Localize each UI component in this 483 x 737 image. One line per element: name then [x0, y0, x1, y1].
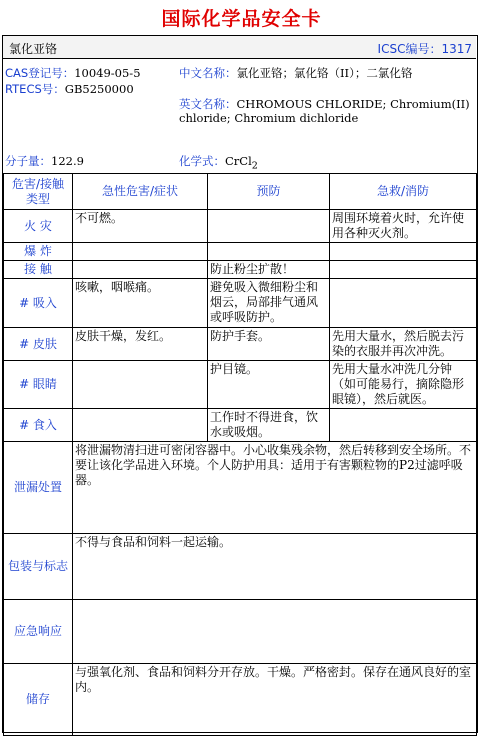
table-row	[4, 210, 477, 243]
table-header-row	[4, 174, 477, 210]
row-type-fire: 火 灾	[4, 210, 73, 243]
row-prevent: 避免吸入微细粉尘和烟云，局部排气通风或呼吸防护。	[208, 279, 330, 328]
row-prevent: 工作时不得进食，饮水或吸烟。	[208, 409, 330, 442]
col-header-symptom: 急性危害/症状	[73, 174, 208, 210]
row-type-ingestion: # 食入	[4, 409, 73, 442]
chemical-name: 氯化亚铬	[9, 42, 58, 56]
row-type-eyes: # 眼睛	[4, 361, 73, 409]
section-row-packaging	[4, 534, 477, 600]
cas-label: CAS登记号：	[5, 66, 75, 80]
section-label-emergency: 应急响应	[4, 600, 73, 664]
row-symptom	[73, 261, 208, 279]
safety-card	[2, 35, 478, 733]
table-row	[4, 361, 477, 409]
row-aid	[330, 243, 477, 261]
section-row-spill	[4, 442, 477, 534]
rtecs-value: GB5250000	[64, 82, 134, 96]
row-prevent	[208, 243, 330, 261]
row-aid: 周围环境着火时，允许使用各种灭火剂。	[330, 210, 477, 243]
section-label-packaging: 包装与标志	[4, 534, 73, 600]
row-aid: 先用大量水冲洗几分钟（如可能易行，摘除隐形眼镜），然后就医。	[330, 361, 477, 409]
name-row	[3, 36, 476, 59]
cn-name-label: 中文名称：	[179, 66, 237, 80]
row-type-explosion: 爆 炸	[4, 243, 73, 261]
row-symptom	[73, 361, 208, 409]
row-aid	[330, 261, 477, 279]
row-type-inhalation: # 吸入	[4, 279, 73, 328]
section-label-storage: 储存	[4, 664, 73, 736]
en-name-value-1: CHROMOUS CHLORIDE; Chromium(II)	[236, 97, 470, 111]
identification-block	[3, 60, 476, 173]
en-name-label: 英文名称：	[179, 97, 237, 111]
row-prevent: 防止粉尘扩散！	[208, 261, 330, 279]
formula-value: CrCl	[225, 154, 252, 168]
row-type-skin: # 皮肤	[4, 328, 73, 361]
section-text-spill: 将泄漏物清扫进可密闭容器中。小心收集残余物，然后转移到安全场所。不要让该化学品进入环境。个人防护用具：适用于有害颗粒物的P2过滤呼吸器。	[73, 442, 477, 534]
cn-name-value: 氯化亚铬；氯化铬（II）；二氯化铬	[236, 66, 413, 80]
table-row	[4, 328, 477, 361]
formula-subscript: 2	[251, 160, 258, 172]
mw-label: 分子量：	[5, 154, 51, 168]
table-row	[4, 409, 477, 442]
mw-value: 122.9	[51, 154, 84, 168]
row-prevent: 护目镜。	[208, 361, 330, 409]
table-row	[4, 279, 477, 328]
col-header-aid: 急救/消防	[330, 174, 477, 210]
row-aid	[330, 279, 477, 328]
row-prevent	[208, 210, 330, 243]
hazard-table	[3, 173, 477, 736]
formula-label: 化学式：	[179, 154, 225, 168]
icsc-number: ICSC编号：1317	[377, 42, 472, 56]
row-symptom: 皮肤干燥，发红。	[73, 328, 208, 361]
section-text-packaging: 不得与食品和饲料一起运输。	[73, 534, 477, 600]
card-title: 国际化学品安全卡	[161, 8, 322, 30]
table-row	[4, 243, 477, 261]
rtecs-label: RTECS号：	[5, 82, 65, 96]
row-aid: 先用大量水，然后脱去污染的衣服并再次冲洗。	[330, 328, 477, 361]
section-row-storage	[4, 664, 477, 736]
row-prevent: 防护手套。	[208, 328, 330, 361]
section-row-emergency	[4, 600, 477, 664]
row-symptom: 咳嗽，咽喉痛。	[73, 279, 208, 328]
row-symptom	[73, 409, 208, 442]
cas-value: 10049-05-5	[74, 66, 141, 80]
col-header-type: 危害/接触类型	[4, 174, 73, 210]
row-symptom: 不可燃。	[73, 210, 208, 243]
row-type-contact: 接 触	[4, 261, 73, 279]
en-name-value-2: chloride; Chromium dichloride	[179, 111, 359, 125]
row-symptom	[73, 243, 208, 261]
table-row	[4, 261, 477, 279]
col-header-prevent: 预防	[208, 174, 330, 210]
section-text-storage: 与强氧化剂、食品和饲料分开存放。干燥。严格密封。保存在通风良好的室内。	[73, 664, 477, 736]
section-label-spill: 泄漏处置	[4, 442, 73, 534]
row-aid	[330, 409, 477, 442]
section-text-emergency	[73, 600, 477, 664]
